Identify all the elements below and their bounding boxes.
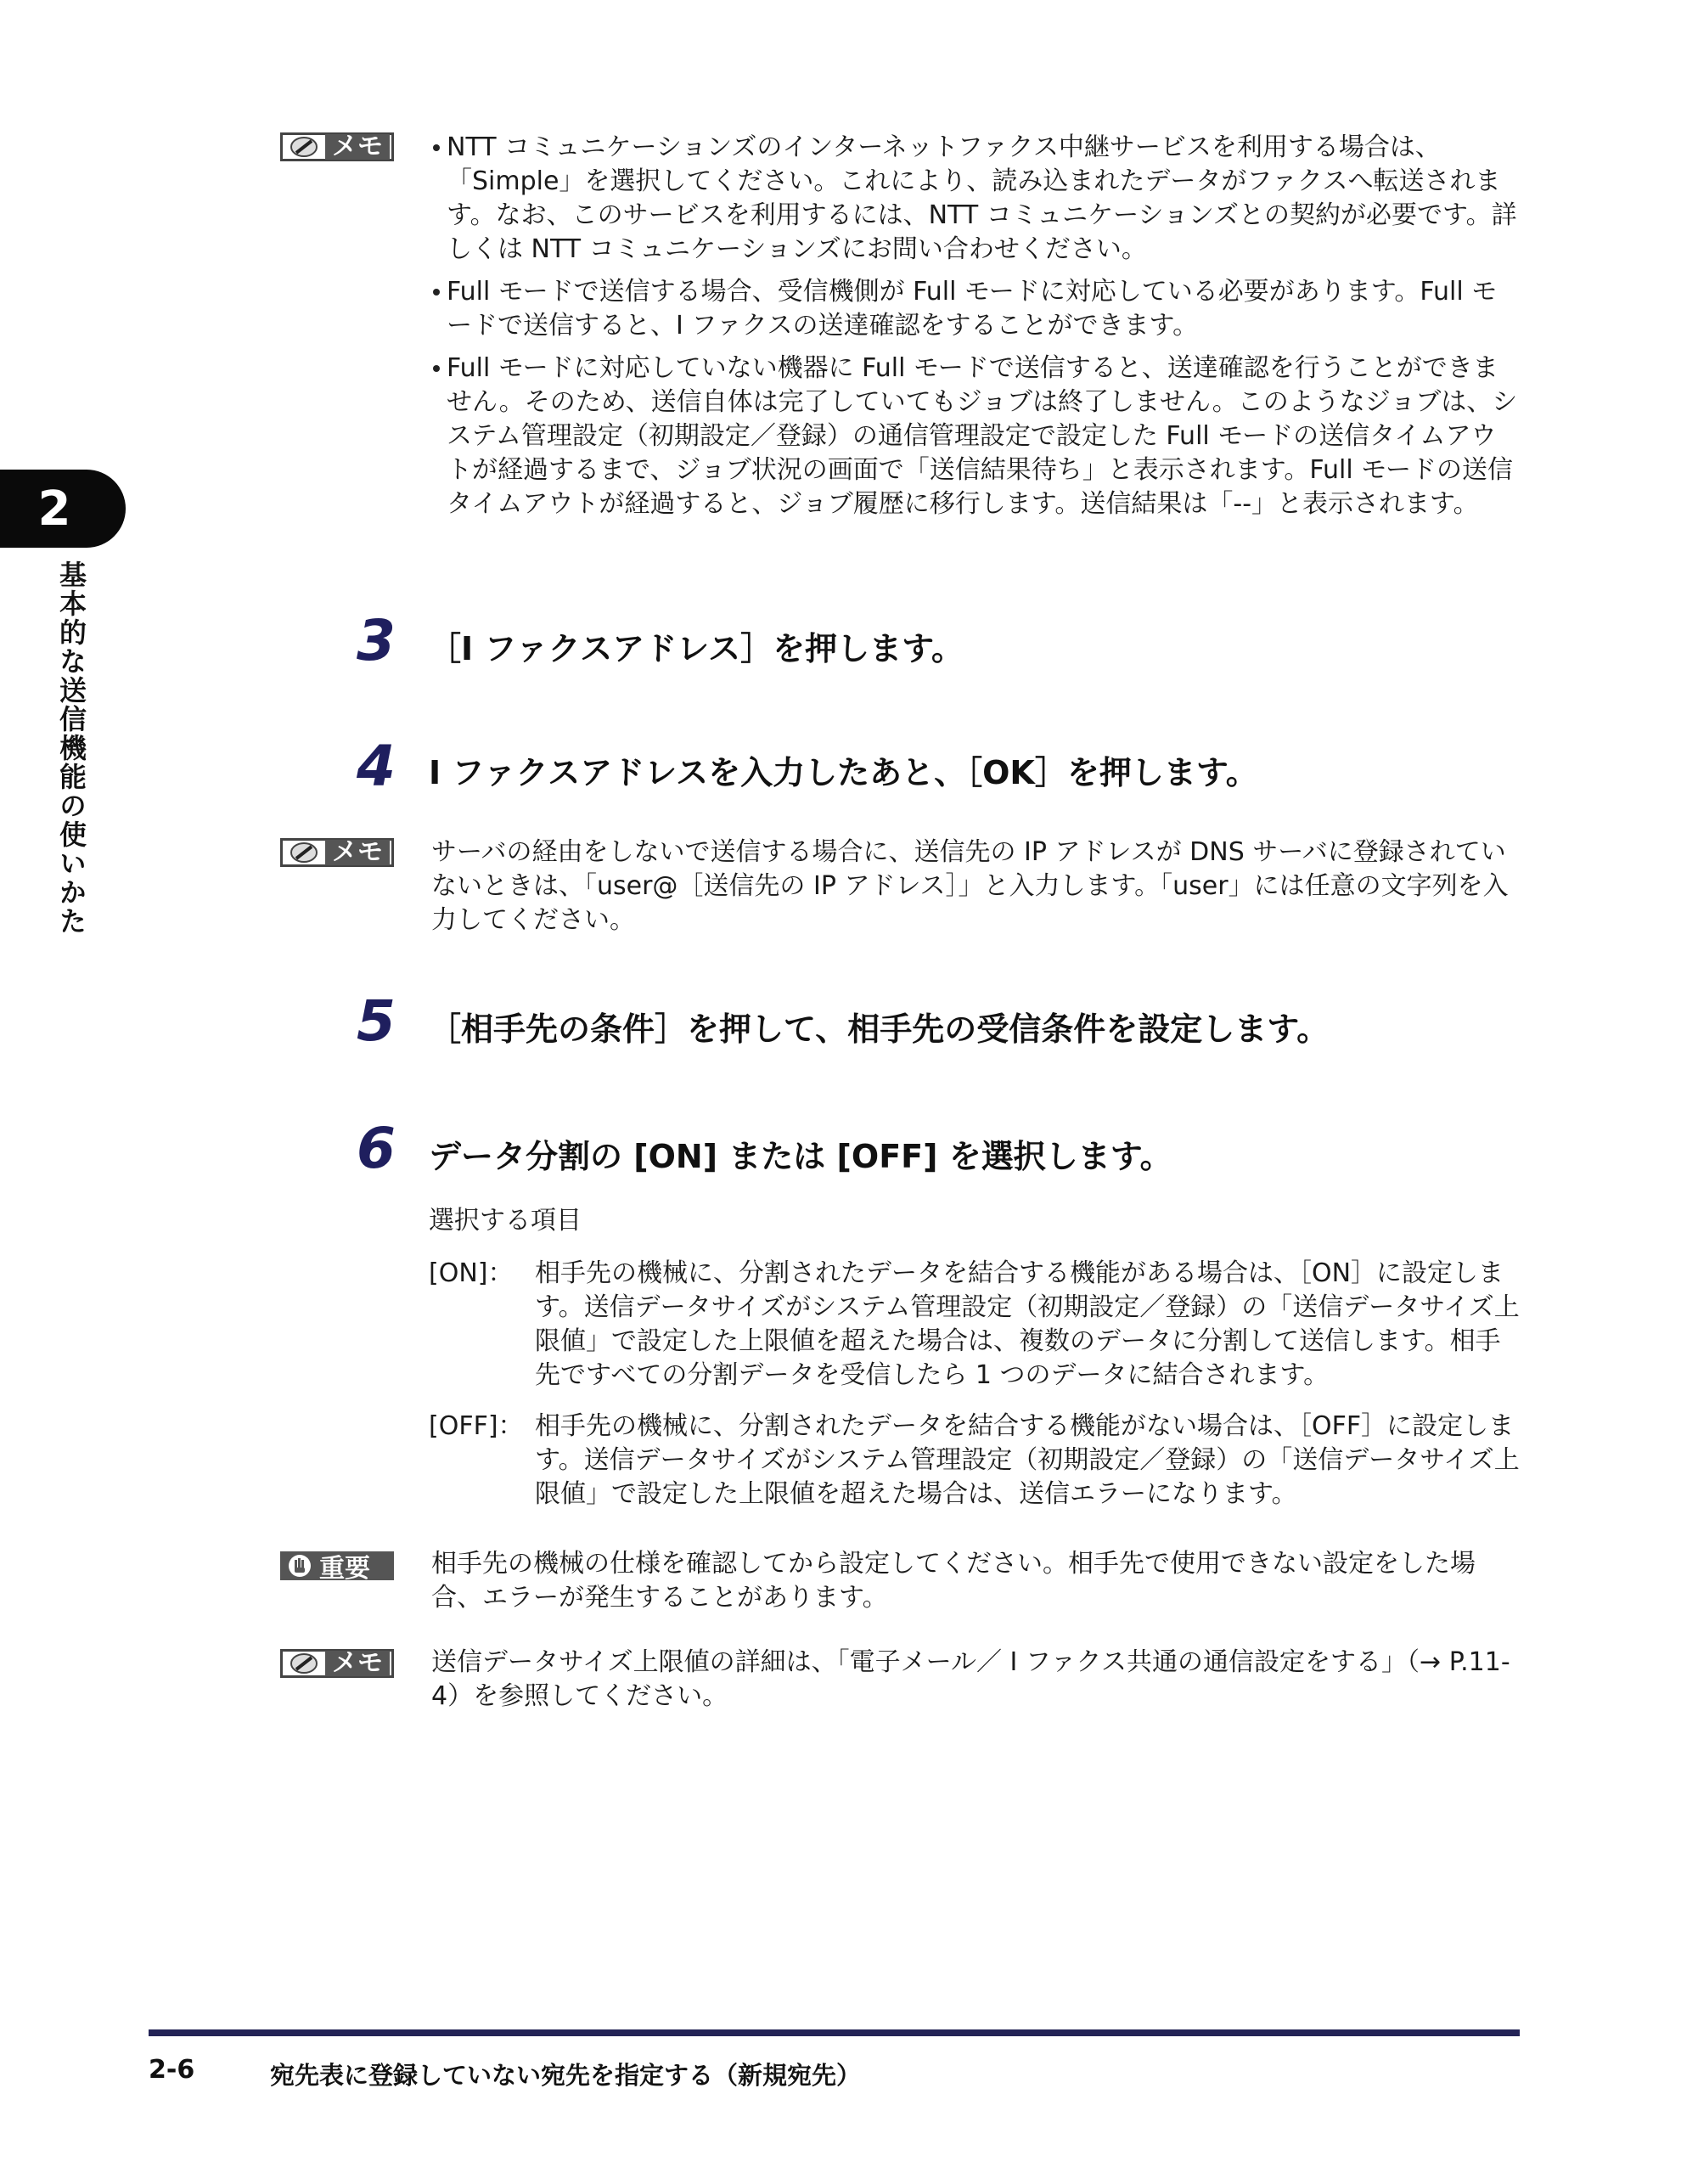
- chapter-tab: [0, 470, 126, 548]
- memo-label: メモ: [325, 134, 390, 160]
- memo-label: メモ: [325, 840, 390, 865]
- step-4-number: 4: [357, 734, 396, 799]
- pencil-icon: [290, 842, 318, 864]
- option-off: [429, 1410, 1520, 1511]
- footer-rule: [149, 2029, 1520, 2036]
- memo-3-content: [431, 1646, 1520, 1714]
- option-off-key: [OFF]：: [429, 1411, 524, 1441]
- memo-2-text: サーバの経由をしないで送信する場合に、送信先の IP アドレスが DNS サーバに登録されていないときは、「user@［送信先の IP アドレス］」と入力します。「user」には任意の文字列を入力してください。: [431, 837, 1509, 935]
- memo-1-content: [431, 131, 1520, 530]
- step-3-number: 3: [357, 608, 396, 673]
- memo-badge: [280, 838, 394, 867]
- chapter-number: 2: [37, 481, 71, 537]
- important-content: [431, 1547, 1520, 1615]
- step-6-number: 6: [357, 1116, 396, 1181]
- memo-3-text: 送信データサイズ上限値の詳細は、「電子メール／ I ファクス共通の通信設定をする」（→ P.11-4）を参照してください。: [431, 1647, 1510, 1711]
- option-on: [429, 1257, 1520, 1393]
- step-6-text: データ分割の [ON] または [OFF] を選択します。: [429, 1138, 1172, 1175]
- pencil-icon: [290, 1652, 318, 1675]
- pencil-icon: [290, 136, 318, 158]
- option-on-text: 相手先の機械に、分割されたデータを結合する機能がある場合は、［ON］に設定します。送信データサイズがシステム管理設定（初期設定／登録）の「送信データサイズ上限値」で設定した上限値を超えた場合は、複数のデータに分割して送信します。相手先ですべての分割データを受信したら 1 つのデータに結合されます。: [535, 1258, 1520, 1390]
- page-number: 2-6: [149, 2055, 195, 2085]
- memo-1-bullet-1: NTT コミュニケーションズのインターネットファクス中継サービスを利用する場合は、「Simple」を選択してください。これにより、読み込まれたデータがファクスへ転送されます。なお、このサービスを利用するには、NTT コミュニケーションズとの契約が必要です。詳しくは NTT コミュニケーションズにお問い合わせください。: [431, 131, 1520, 267]
- important-badge: [280, 1551, 394, 1584]
- step-5-text: ［相手先の条件］を押して、相手先の受信条件を設定します。: [429, 1010, 1330, 1048]
- step-5-number: 5: [357, 988, 396, 1054]
- hand-icon: [287, 1554, 312, 1578]
- memo-label: メモ: [325, 1651, 390, 1676]
- step-4-text: I ファクスアドレスを入力したあと、［OK］を押します。: [429, 754, 1258, 791]
- memo-badge: [280, 1649, 394, 1678]
- memo-1-bullet-2: Full モードで送信する場合、受信機側が Full モードに対応している必要があります。Full モードで送信すると、I ファクスの送達確認をすることができます。: [431, 275, 1520, 343]
- step-3-text: ［I ファクスアドレス］を押します。: [429, 630, 964, 667]
- selection-heading: 選択する項目: [429, 1206, 582, 1236]
- memo-1-bullet-3: Full モードに対応していない機器に Full モードで送信すると、送達確認を行うことができません。そのため、送信自体は完了していてもジョブは終了しません。このようなジョブは、システム管理設定（初期設定／登録）の通信管理設定で設定した Full モードの送信タイムアウトが経過するまで、ジョブ状況の画面で「送信結果待ち」と表示されます。Full モードの送信タイムアウトが経過すると、ジョブ履歴に移行します。送信結果は「--」と表示されます。: [431, 352, 1520, 521]
- option-off-text: 相手先の機械に、分割されたデータを結合する機能がない場合は、［OFF］に設定します。送信データサイズがシステム管理設定（初期設定／登録）の「送信データサイズ上限値」で設定した上限値を超えた場合は、送信エラーになります。: [535, 1411, 1520, 1509]
- memo-badge: [280, 132, 394, 161]
- footer-title: 宛先表に登録していない宛先を指定する（新規宛先）: [270, 2061, 862, 2090]
- important-label: 重要: [319, 1554, 370, 1584]
- option-on-key: [ON]：: [429, 1258, 514, 1288]
- memo-2-content: [431, 836, 1520, 937]
- chapter-title-vertical: 基本的な送信機能の使いかた: [55, 560, 87, 936]
- important-text: 相手先の機械の仕様を確認してから設定してください。相手先で使用できない設定をした場合、エラーが発生することがあります。: [431, 1549, 1476, 1613]
